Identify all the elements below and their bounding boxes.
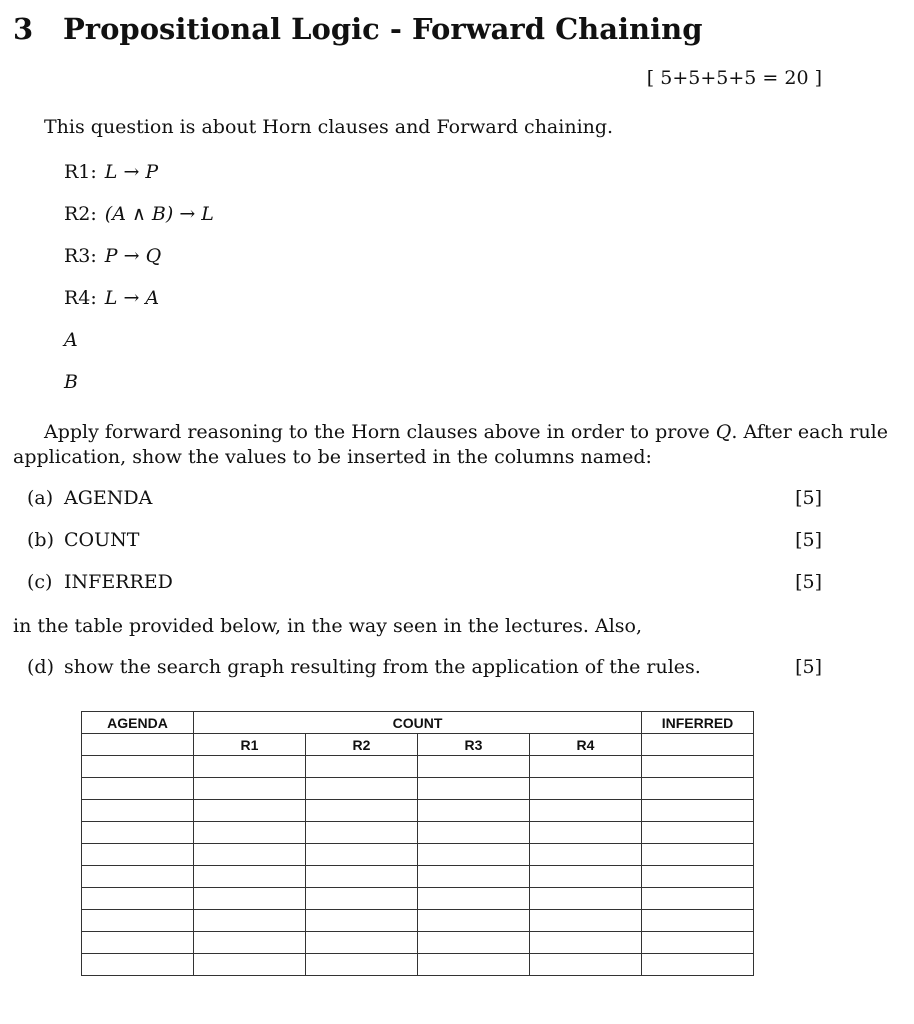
rule-r4 xyxy=(64,287,159,309)
header-inferred: INFERRED xyxy=(642,712,754,734)
table-cell[interactable] xyxy=(642,888,754,910)
table-cell[interactable] xyxy=(642,866,754,888)
rule-r2 xyxy=(64,203,214,225)
table-cell[interactable] xyxy=(306,756,418,778)
table-cell[interactable] xyxy=(306,888,418,910)
table-cell[interactable] xyxy=(642,822,754,844)
rule-label: R2: xyxy=(64,203,97,225)
table-cell[interactable] xyxy=(82,756,194,778)
table-cell[interactable] xyxy=(306,822,418,844)
table-cell[interactable] xyxy=(530,800,642,822)
part-a-mark: [5] xyxy=(795,487,822,509)
table-cell[interactable] xyxy=(642,756,754,778)
table-row xyxy=(82,910,754,932)
intro-text: This question is about Horn clauses and Forward chaining. xyxy=(44,116,614,138)
rule-label: R4: xyxy=(64,287,97,309)
fact-a: A xyxy=(64,329,78,351)
table-cell[interactable] xyxy=(82,932,194,954)
table-cell[interactable] xyxy=(306,954,418,976)
table-cell[interactable] xyxy=(82,800,194,822)
header-r3: R3 xyxy=(418,734,530,756)
header-r2: R2 xyxy=(306,734,418,756)
table-cell[interactable] xyxy=(530,910,642,932)
table-header-row xyxy=(82,712,754,734)
part-c-text: INFERRED xyxy=(64,571,173,593)
section-title: Propositional Logic - Forward Chaining xyxy=(63,12,703,46)
table-cell[interactable] xyxy=(194,910,306,932)
table-cell[interactable] xyxy=(642,734,754,756)
instruction-line-2: application, show the values to be inserted in the columns named: xyxy=(13,446,652,468)
table-cell[interactable] xyxy=(194,844,306,866)
table-cell[interactable] xyxy=(194,822,306,844)
table-cell[interactable] xyxy=(306,866,418,888)
table-row xyxy=(82,800,754,822)
table-cell[interactable] xyxy=(642,954,754,976)
table-cell[interactable] xyxy=(82,954,194,976)
table-row xyxy=(82,822,754,844)
table-cell[interactable] xyxy=(530,888,642,910)
table-cell[interactable] xyxy=(418,778,530,800)
rule-r1 xyxy=(64,161,158,183)
table-row xyxy=(82,866,754,888)
fact-b: B xyxy=(64,371,78,393)
rule-expression: L → A xyxy=(104,287,160,309)
table-cell[interactable] xyxy=(642,778,754,800)
table-cell[interactable] xyxy=(418,888,530,910)
table-cell[interactable] xyxy=(82,734,194,756)
rule-r3 xyxy=(64,245,161,267)
table-body xyxy=(82,756,754,976)
table-row xyxy=(82,778,754,800)
table-cell[interactable] xyxy=(194,866,306,888)
table-cell[interactable] xyxy=(306,800,418,822)
table-cell[interactable] xyxy=(642,800,754,822)
table-cell[interactable] xyxy=(530,844,642,866)
part-d-text: show the search graph resulting from the application of the rules. xyxy=(64,656,701,678)
instruction-text: Apply forward reasoning to the Horn clauses above in order to prove xyxy=(44,421,716,443)
table-row xyxy=(82,954,754,976)
table-cell[interactable] xyxy=(418,954,530,976)
table-cell[interactable] xyxy=(194,778,306,800)
part-c-mark: [5] xyxy=(795,571,822,593)
table-subheader-row xyxy=(82,734,754,756)
table-row xyxy=(82,932,754,954)
part-b-label: (b) xyxy=(27,529,54,551)
forward-chaining-table xyxy=(81,711,754,976)
part-b-mark: [5] xyxy=(795,529,822,551)
table-cell[interactable] xyxy=(194,800,306,822)
table-cell[interactable] xyxy=(530,778,642,800)
rule-label: R1: xyxy=(64,161,97,183)
table-cell[interactable] xyxy=(530,822,642,844)
table-cell[interactable] xyxy=(82,866,194,888)
part-d-mark: [5] xyxy=(795,656,822,678)
table-cell[interactable] xyxy=(418,866,530,888)
rule-expression: P → Q xyxy=(104,245,162,267)
table-cell[interactable] xyxy=(418,822,530,844)
table-cell[interactable] xyxy=(642,932,754,954)
table-cell[interactable] xyxy=(306,778,418,800)
header-r1: R1 xyxy=(194,734,306,756)
rule-expression: L → P xyxy=(104,161,159,183)
header-agenda: AGENDA xyxy=(82,712,194,734)
part-a-label: (a) xyxy=(27,487,54,509)
table-cell[interactable] xyxy=(82,888,194,910)
header-count: COUNT xyxy=(194,712,642,734)
table-cell[interactable] xyxy=(418,756,530,778)
table-cell[interactable] xyxy=(418,910,530,932)
part-d-label: (d) xyxy=(27,656,54,678)
table-cell[interactable] xyxy=(530,932,642,954)
table-cell[interactable] xyxy=(530,866,642,888)
section-number: 3 xyxy=(13,12,34,46)
table-cell[interactable] xyxy=(82,910,194,932)
rule-expression: (A ∧ B) → L xyxy=(104,203,214,225)
table-cell[interactable] xyxy=(418,844,530,866)
table-cell[interactable] xyxy=(530,954,642,976)
instruction-line-1 xyxy=(44,420,888,444)
table-cell[interactable] xyxy=(306,844,418,866)
instruction-text: . After each rule xyxy=(731,421,889,443)
table-cell[interactable] xyxy=(306,932,418,954)
table-row xyxy=(82,756,754,778)
table-cell[interactable] xyxy=(194,756,306,778)
table-row xyxy=(82,844,754,866)
table-cell[interactable] xyxy=(642,844,754,866)
table-row xyxy=(82,888,754,910)
table-cell[interactable] xyxy=(418,800,530,822)
rule-label: R3: xyxy=(64,245,97,267)
goal-symbol: Q xyxy=(715,421,732,443)
table-cell[interactable] xyxy=(194,888,306,910)
part-a-text: AGENDA xyxy=(64,487,153,509)
table-cell[interactable] xyxy=(642,910,754,932)
table-cell[interactable] xyxy=(194,932,306,954)
part-b-text: COUNT xyxy=(64,529,140,551)
part-c-label: (c) xyxy=(27,571,53,593)
table-cell[interactable] xyxy=(82,844,194,866)
table-cell[interactable] xyxy=(82,778,194,800)
table-cell[interactable] xyxy=(530,756,642,778)
table-cell[interactable] xyxy=(418,932,530,954)
total-marks: [ 5+5+5+5 = 20 ] xyxy=(646,67,822,89)
table-cell[interactable] xyxy=(82,822,194,844)
header-r4: R4 xyxy=(530,734,642,756)
table-cell[interactable] xyxy=(306,910,418,932)
table-note: in the table provided below, in the way seen in the lectures. Also, xyxy=(13,615,643,637)
table-cell[interactable] xyxy=(194,954,306,976)
